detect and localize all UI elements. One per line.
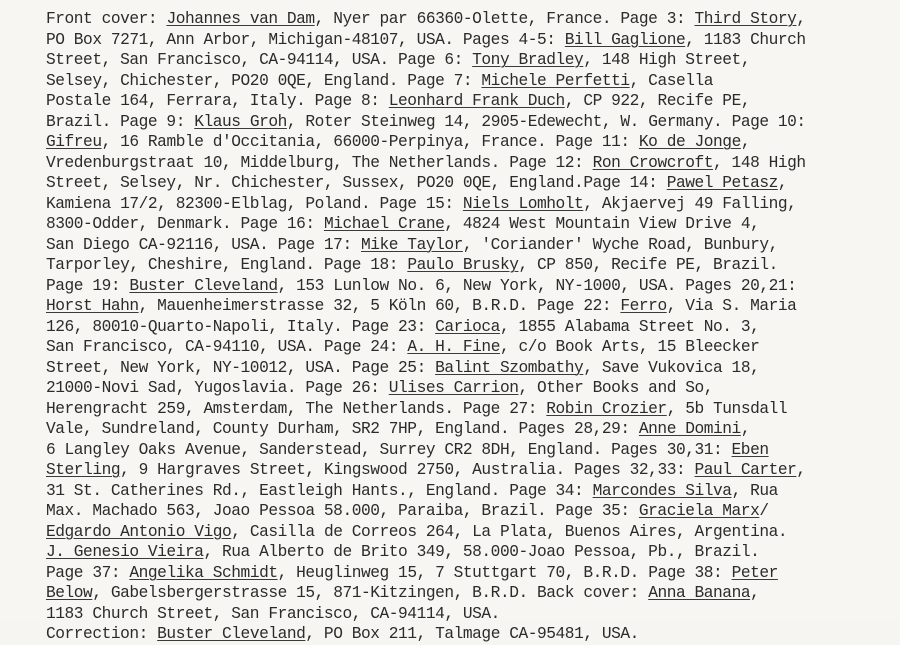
address-text: Max. Machado 563, Joao Pessoa 58.000, Paraiba, Brazil. Page 35: [46, 502, 639, 520]
contributor-name: Buster Cleveland [157, 625, 306, 643]
address-text: , Via S. Maria [666, 297, 797, 315]
address-text: , 1855 Alabama Street No. 3, [499, 317, 760, 336]
contributor-name: Paul Carter [694, 461, 797, 479]
address-text: , [777, 174, 788, 192]
address-text: San Diego CA-92116, USA. Page 17: [46, 235, 361, 254]
text-line [46, 604, 886, 625]
address-text: , Other Books and So, [518, 379, 714, 397]
text-line [46, 624, 886, 645]
text-line [46, 235, 886, 256]
contributor-name: Horst Hahn [46, 297, 139, 315]
text-line [46, 214, 886, 235]
text-line [46, 71, 886, 92]
address-text: , 153 Lunlow No. 6, New York, NY-1000, USA. Pages 20,21: [277, 276, 797, 295]
text-line [46, 173, 886, 194]
contributor-address-list [46, 9, 886, 645]
address-text: , CP 850, Recife PE, Brazil. [518, 256, 778, 274]
address-text: , CP 922, Recife PE, [564, 92, 751, 110]
contributor-name: Gifreu [46, 133, 102, 151]
address-text: 126, 80010-Quarto-Napoli, Italy. Page 23: [46, 317, 436, 336]
address-text: Tarporley, Cheshire, England. Page 18: [46, 256, 408, 274]
text-line [46, 91, 886, 112]
contributor-name: Ko de Jonge [638, 133, 741, 151]
contributor-name: Anne Domini [638, 420, 741, 438]
contributor-name: Ferro [620, 297, 667, 315]
contributor-name: Klaus Groh [194, 112, 287, 131]
contributor-name: Michele Perfetti [481, 71, 630, 90]
address-text: , 16 Ramble d'Occitania, 66000-Perpinya, France. Page 11: [101, 133, 639, 151]
text-line [46, 255, 886, 276]
contributor-name: Pawel Petasz [666, 174, 778, 192]
contributor-name: Third Story [694, 10, 797, 28]
text-line [46, 563, 886, 584]
address-text: Brazil. Page 9: [46, 112, 195, 131]
text-line [46, 296, 886, 317]
address-text: , 9 Hargraves Street, Kingswood 2750, Australia. Pages 32,33: [120, 461, 695, 479]
address-text: , [740, 133, 751, 151]
text-line [46, 317, 886, 338]
text-line [46, 378, 886, 399]
contributor-name: Edgardo Antonio Vigo [46, 522, 232, 541]
contributor-name: Johannes van Dam [166, 10, 315, 28]
address-text: , [796, 461, 806, 479]
address-text: Correction: [46, 625, 158, 643]
address-text: 6 Langley Oaks Avenue, Sanderstead, Surrey CR2 8DH, England. Pages 30,31: [46, 440, 732, 459]
address-text: Page 19: [46, 276, 130, 295]
contributor-name: Michael Crane [323, 215, 445, 233]
address-text: , Mauenheimerstrasse 32, 5 Köln 60, B.R.D. Page 22: [138, 297, 621, 315]
address-text: , 148 High Street, [583, 51, 751, 69]
address-text: , [796, 10, 806, 28]
address-text: 21000-Novi Sad, Yugoslavia. Page 26: [46, 379, 389, 397]
address-text: Selsey, Chichester, PO20 0QE, England. Page 7: [46, 71, 482, 90]
contributor-name: Tony Bradley [472, 51, 584, 69]
address-text: PO Box 7271, Ann Arbor, Michigan-48107, USA. Pages 4-5: [46, 30, 565, 49]
contributor-name: Peter [731, 563, 778, 582]
address-text: 31 St. Catherines Rd., Eastleigh Hants., England. Page 34: [46, 481, 593, 500]
contributor-name: Bill Gaglione [564, 30, 686, 49]
address-text: Street, Selsey, Nr. Chichester, Sussex, PO20 0QE, England.Page 14: [46, 174, 667, 192]
contributor-name: A. H. Fine [407, 338, 500, 356]
text-line [46, 501, 886, 522]
address-text: , PO Box 211, Talmage CA-95481, USA. [305, 625, 639, 643]
address-text: Page 37: [46, 563, 130, 582]
text-line [46, 481, 886, 502]
contributor-name: Buster Cleveland [129, 276, 278, 295]
text-line [46, 153, 886, 174]
text-line [46, 50, 886, 71]
text-line [46, 337, 886, 358]
address-text: , Akjaervej 49 Falling, [583, 194, 797, 213]
address-text: Kamiena 17/2, 82300-Elblag, Poland. Page 15: [46, 194, 463, 213]
address-text: , 'Coriander' Wyche Road, Bunbury, [462, 235, 778, 254]
address-text: 1183 Church Street, San Francisco, CA-94114, USA. [46, 604, 500, 623]
address-text: , 148 High [713, 153, 806, 172]
contributor-name: Leonhard Frank Duch [388, 92, 565, 110]
text-line [46, 542, 886, 563]
text-line [46, 522, 886, 543]
contributor-name: Angelika Schmidt [129, 563, 278, 582]
address-text: , [740, 420, 751, 438]
address-text: , 5b Tunsdall [666, 399, 788, 418]
contributor-name: Eben [731, 440, 769, 459]
address-text: , Roter Steinweg 14, 2905-Edewecht, W. Germany. Page 10: [286, 112, 806, 131]
contributor-name: Balint Szombathy [435, 358, 584, 377]
text-line [46, 460, 886, 481]
address-text: / [759, 502, 769, 520]
address-text: , Casella [629, 71, 714, 90]
address-text: Postale 164, Ferrara, Italy. Page 8: [46, 92, 389, 110]
address-text: Herengracht 259, Amsterdam, The Netherlands. Page 27: [46, 399, 547, 418]
address-text: , Rua [731, 481, 778, 500]
contributor-name: Below [46, 584, 93, 602]
address-text: , Save Vukovica 18, [583, 358, 760, 377]
contributor-name: Paulo Brusky [407, 256, 519, 274]
text-line [46, 194, 886, 215]
address-text: San Francisco, CA-94110, USA. Page 24: [46, 338, 408, 356]
address-text: , 4824 West Mountain View Drive 4, [444, 215, 760, 233]
text-line [46, 399, 886, 420]
contributor-name: Ulises Carrion [388, 379, 519, 397]
contributor-name: Graciela Marx [638, 502, 760, 520]
address-text: Front cover: [46, 10, 167, 28]
address-text: Vale, Sundreland, County Durham, SR2 7HP, England. Pages 28,29: [46, 420, 639, 438]
address-text: Vredenburgstraat 10, Middelburg, The Netherlands. Page 12: [46, 153, 593, 172]
contributor-name: Robin Crozier [546, 399, 667, 418]
text-line [46, 112, 886, 133]
address-text: , Heuglinweg 15, 7 Stuttgart 70, B.R.D. Page 38: [277, 563, 732, 582]
contributor-name: Mike Taylor [360, 235, 463, 254]
contributor-name: Sterling [46, 461, 121, 479]
address-text: , Rua Alberto de Brito 349, 58.000-Joao Pessoa, Pb., Brazil. [203, 543, 760, 561]
address-text: 8300-Odder, Denmark. Page 16: [46, 215, 324, 233]
text-line [46, 440, 886, 461]
address-text: , [750, 584, 760, 602]
text-line [46, 276, 886, 297]
text-line [46, 30, 886, 51]
text-line [46, 583, 886, 604]
address-text: , Nyer par 66360-Olette, France. Page 3: [314, 10, 695, 28]
contributor-name: Niels Lomholt [462, 194, 584, 213]
address-text: , Gabelsbergerstrasse 15, 871-Kitzingen, B.R.D. Back cover: [92, 584, 649, 602]
contributor-name: Marcondes Silva [592, 481, 732, 500]
contributor-name: Anna Banana [648, 584, 751, 602]
address-text: , c/o Book Arts, 15 Bleecker [499, 338, 760, 356]
text-line [46, 419, 886, 440]
address-text: , 1183 Church [685, 30, 806, 49]
address-text: Street, New York, NY-10012, USA. Page 25: [46, 358, 436, 377]
text-line [46, 132, 886, 153]
contributor-name: J. Genesio Vieira [46, 543, 204, 561]
text-line [46, 9, 886, 30]
text-line [46, 358, 886, 379]
address-text: , Casilla de Correos 264, La Plata, Buenos Aires, Argentina. [231, 522, 788, 541]
contributor-name: Carioca [435, 317, 500, 336]
address-text: Street, San Francisco, CA-94114, USA. Page 6: [46, 51, 473, 69]
contributor-name: Ron Crowcroft [592, 153, 714, 172]
